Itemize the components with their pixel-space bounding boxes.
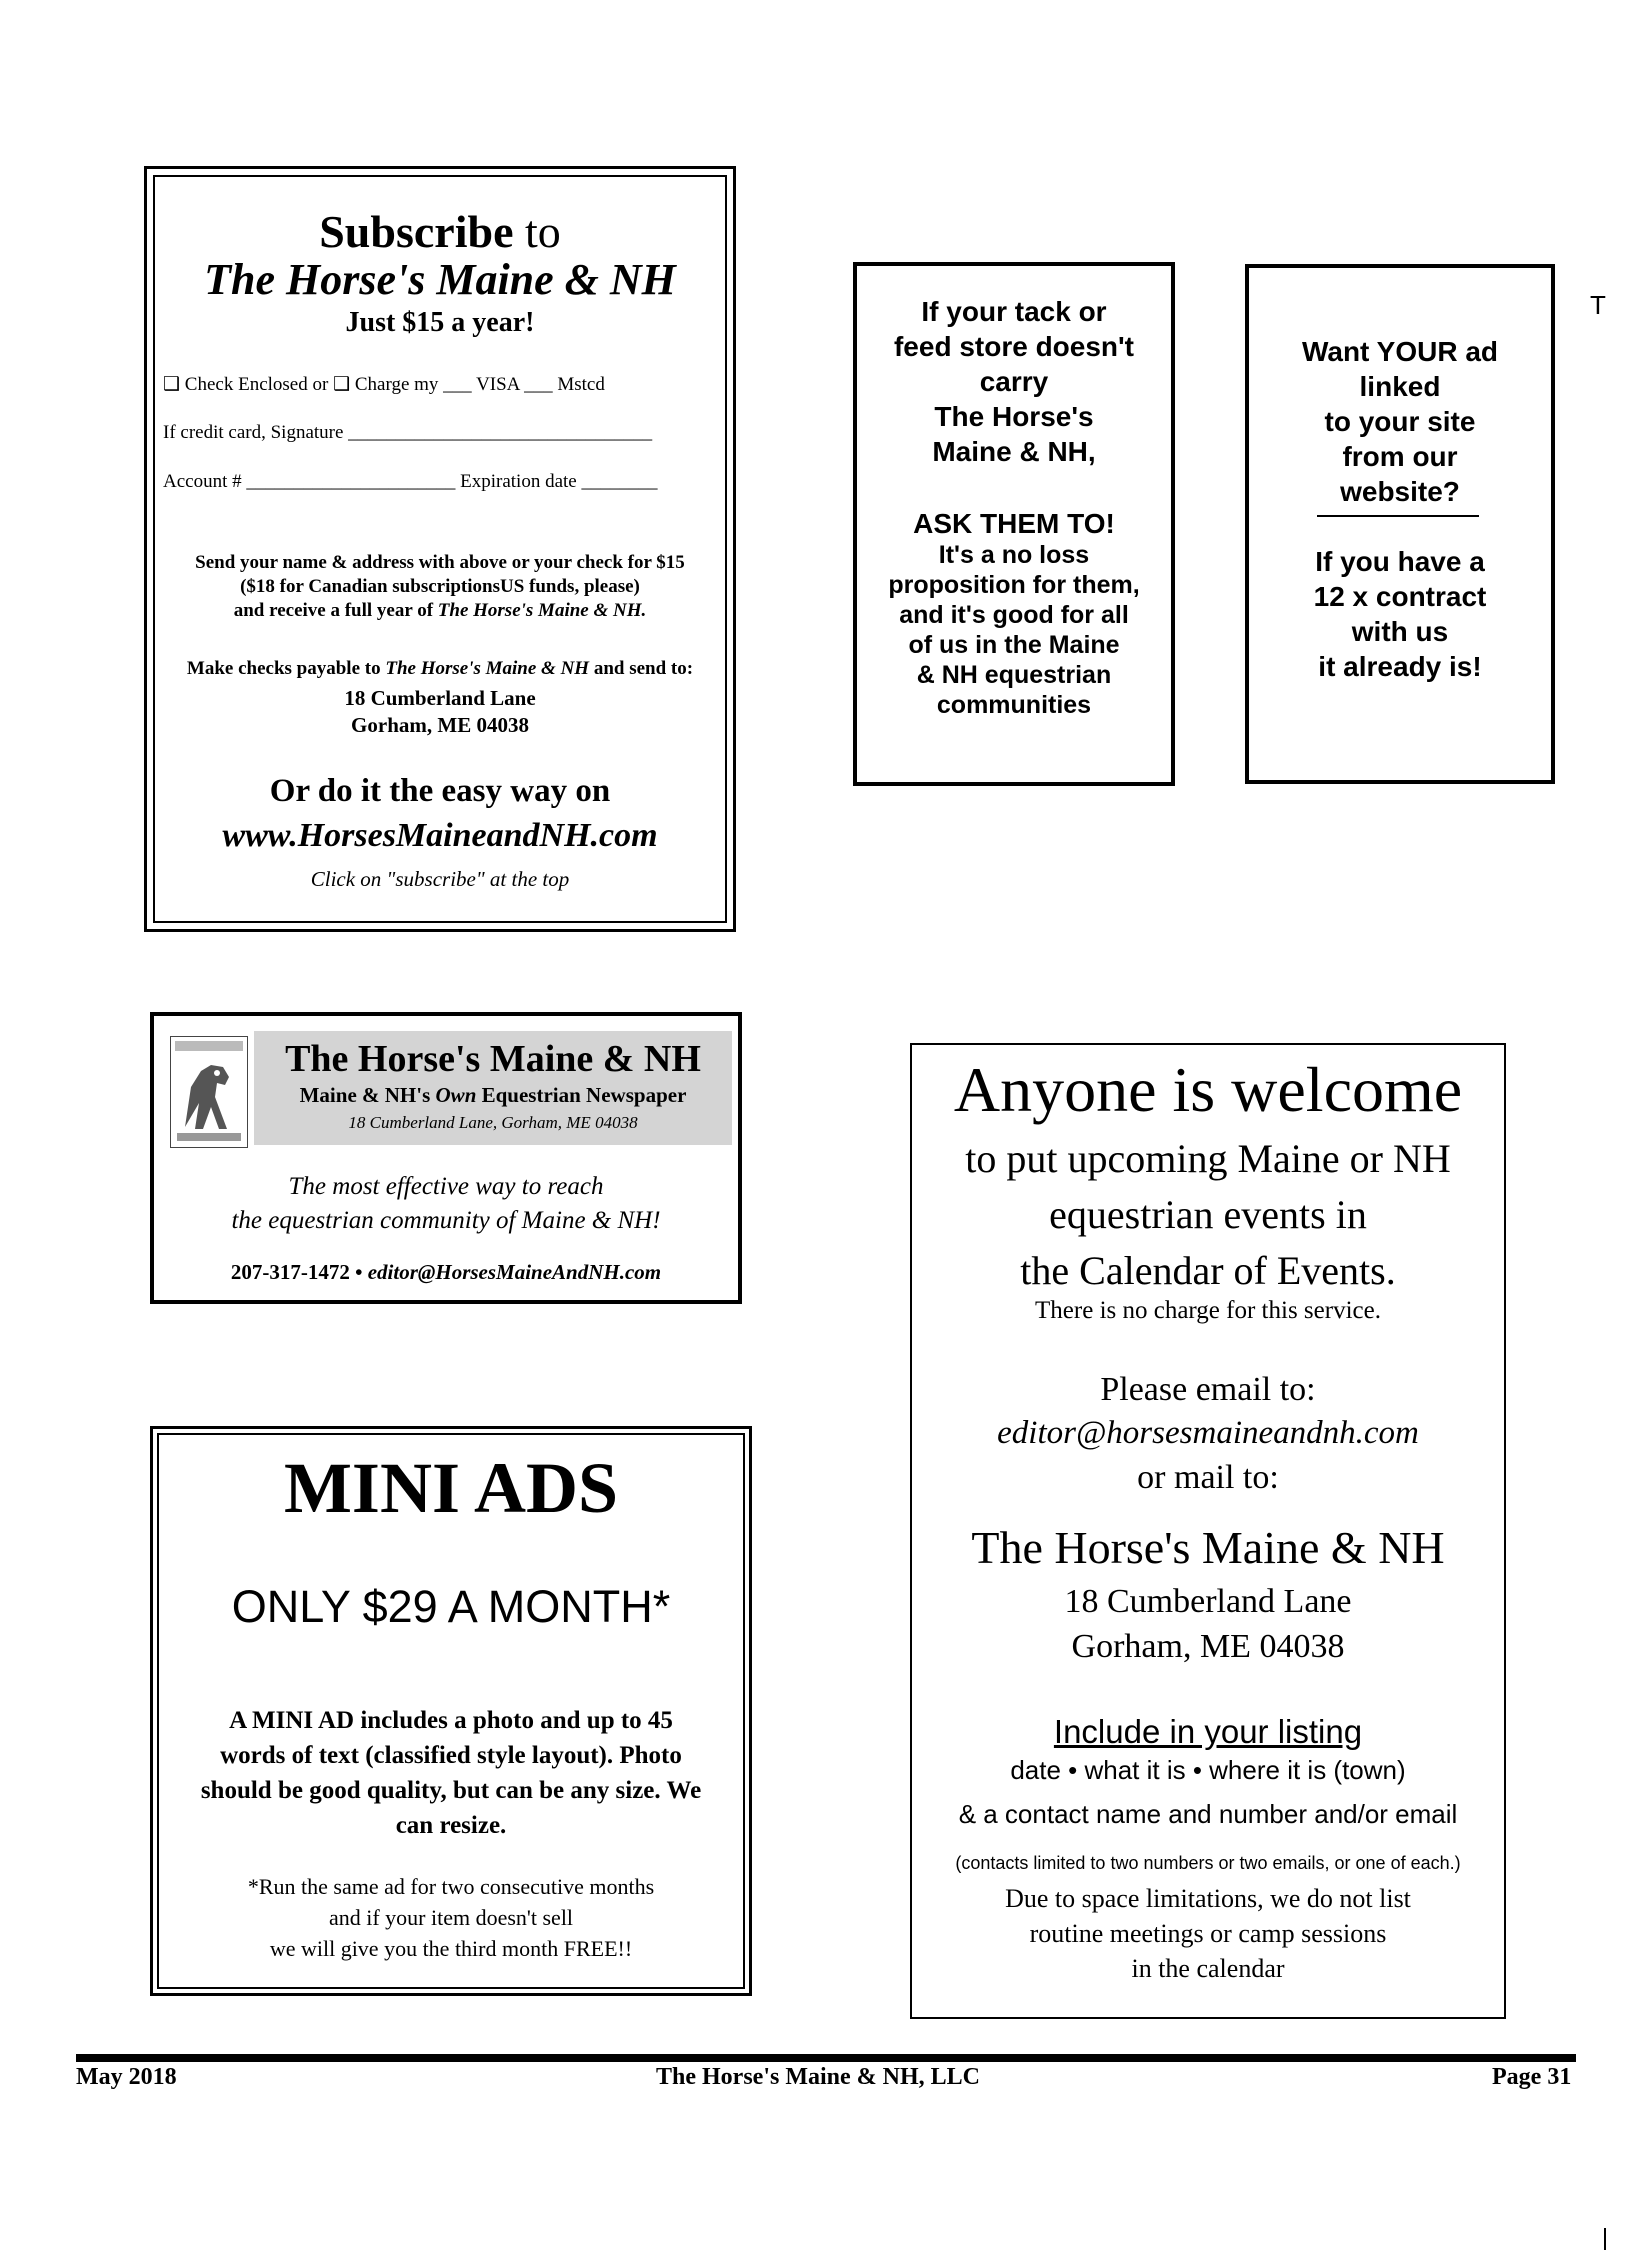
tack-ad-detail-line: and it's good for all: [899, 601, 1129, 629]
click-note: Click on "subscribe" at the top: [310, 867, 570, 891]
linked-ad-answer: [1249, 544, 1551, 684]
tack-ad-details: [857, 540, 1171, 720]
subscribe-inner-border: [153, 175, 727, 923]
mini-ads-box: [150, 1426, 752, 1996]
easy-way-text: Or do it the easy way on: [269, 773, 611, 809]
include-line-1: date • what it is • where it is (town): [1010, 1755, 1406, 1785]
instructions: [165, 551, 715, 623]
address-line: Gorham, ME 04038: [1071, 1628, 1345, 1665]
payment-line: [163, 373, 717, 396]
newspaper-name: The Horse's Maine & NH: [285, 1038, 701, 1080]
tack-ad-lines: [857, 294, 1171, 469]
subscribe-price: Just $15 a year!: [345, 307, 535, 338]
linked-ad-question: [1249, 334, 1551, 509]
website-link[interactable]: www.HorsesMaineandNH.com: [222, 817, 658, 854]
calendar-headline: Anyone is welcome: [953, 1054, 1463, 1125]
linked-ad-line: to your site: [1324, 406, 1476, 437]
address-line: 18 Cumberland Lane: [344, 686, 536, 710]
subscribe-box: [144, 166, 736, 932]
footer-date: May 2018: [76, 2064, 177, 2090]
newspaper-logo: [170, 1036, 248, 1148]
calendar-address: [912, 1579, 1504, 1669]
linked-ad-line: with us: [1351, 616, 1449, 647]
tack-ad-line: If your tack or: [921, 296, 1107, 327]
publication-name: The Horse's Maine & NH: [385, 658, 590, 679]
address-line: 18 Cumberland Lane: [1064, 1583, 1352, 1620]
tack-ad-detail-line: It's a no loss: [938, 541, 1090, 569]
space-note-line: in the calendar: [1131, 1954, 1285, 1983]
charge-label: Charge my ___ VISA ___ Mstcd: [354, 374, 605, 395]
crop-mark: [1604, 2228, 1606, 2250]
horse-logo-icon: [171, 1037, 247, 1147]
instruction-line: ($18 for Canadian subscriptionsUS funds, please): [240, 576, 640, 597]
tagline-text: Equestrian Newspaper: [481, 1083, 687, 1107]
contacts-note: (contacts limited to two numbers or two emails, or one of each.): [955, 1853, 1461, 1873]
subscribe-subtitle: The Horse's Maine & NH: [204, 255, 676, 304]
mail-label: or mail to:: [1137, 1459, 1279, 1496]
footer-page-number: Page 31: [1492, 2064, 1572, 2090]
tack-ad-detail-line: proposition for them,: [888, 571, 1140, 599]
tagline-text: Maine & NH's: [299, 1083, 431, 1107]
linked-ad-line: If you have a: [1315, 546, 1485, 577]
linked-ad-line: from our: [1342, 441, 1458, 472]
instruction-line: Send your name & address with above or your check for $15: [195, 552, 685, 573]
newspaper-slogan: [154, 1170, 738, 1238]
tack-store-ad: [853, 262, 1175, 786]
offer-line: and if your item doesn't sell: [328, 1905, 574, 1930]
space-note-line: routine meetings or camp sessions: [1029, 1919, 1387, 1948]
tack-ad-detail-line: of us in the Maine: [908, 631, 1120, 659]
account-line: Account # ______________________ Expiration date ________: [163, 471, 658, 492]
mini-ads-inner-border: [157, 1433, 745, 1989]
description-line: should be good quality, but can be any size. We: [200, 1777, 702, 1804]
tack-ad-line: feed store doesn't: [893, 331, 1135, 362]
tack-ad-ask: ASK THEM TO!: [913, 508, 1115, 539]
no-charge-note: There is no charge for this service.: [1035, 1297, 1381, 1324]
newspaper-header: [254, 1031, 732, 1145]
newspaper-address: 18 Cumberland Lane, Gorham, ME 04038: [348, 1113, 638, 1132]
newspaper-card: [150, 1012, 742, 1304]
newspaper-contact: [154, 1260, 738, 1285]
footer-publisher: The Horse's Maine & NH, LLC: [656, 2064, 980, 2090]
space-note-line: Due to space limitations, we do not list: [1005, 1884, 1411, 1913]
instruction-text: and receive a full year of: [233, 600, 434, 621]
calendar-email[interactable]: editor@horsesmaineandnh.com: [997, 1415, 1419, 1451]
footer-rule: [76, 2054, 1576, 2062]
address-line: Gorham, ME 04038: [351, 713, 529, 737]
check-enclosed-label: Check Enclosed or: [184, 374, 329, 395]
tack-ad-line: The Horse's: [934, 401, 1094, 432]
instruction-line: [165, 599, 715, 623]
mini-ads-offer: [159, 1871, 743, 1964]
include-line-2: & a contact name and number and/or email: [958, 1799, 1458, 1829]
include-heading: Include in your listing: [1053, 1713, 1363, 1750]
offer-line: we will give you the third month FREE!!: [269, 1936, 633, 1961]
tack-ad-detail-line: communities: [936, 691, 1092, 719]
linked-ad-line: linked: [1359, 371, 1441, 402]
mini-ads-price: ONLY $29 A MONTH*: [231, 1581, 671, 1632]
mini-ads-title: MINI ADS: [283, 1448, 619, 1528]
payable-text: Make checks payable to: [186, 658, 381, 679]
payable-text: and send to:: [593, 658, 694, 679]
description-line: A MINI AD includes a photo and up to 45: [229, 1707, 673, 1734]
checkbox-icon[interactable]: ❑: [163, 374, 181, 395]
linked-ad-line: Want YOUR ad: [1301, 336, 1498, 367]
mini-ads-description: [151, 1703, 751, 1843]
linked-ad-promo: [1245, 264, 1555, 784]
mailing-address: [155, 685, 725, 739]
payable-block: [165, 657, 715, 681]
description-line: words of text (classified style layout). Photo: [220, 1742, 682, 1769]
calendar-body: [912, 1131, 1504, 1299]
checkbox-icon[interactable]: ❑: [333, 374, 351, 395]
calendar-body-line: the Calendar of Events.: [1020, 1248, 1396, 1293]
slogan-line: the equestrian community of Maine & NH!: [231, 1207, 661, 1234]
calendar-org: The Horse's Maine & NH: [971, 1522, 1445, 1573]
email-link[interactable]: editor@HorsesMaineAndNH.com: [367, 1260, 662, 1284]
publication-name: The Horse's Maine & NH.: [437, 600, 647, 621]
signature-line: If credit card, Signature ________________________________: [163, 422, 653, 443]
linked-ad-line: website?: [1340, 476, 1460, 507]
payable-line: [165, 657, 715, 681]
subscribe-title-rest: to: [513, 206, 561, 257]
description-line: can resize.: [395, 1812, 507, 1839]
space-note: [912, 1881, 1504, 1986]
subscribe-title: [155, 207, 725, 257]
margin-mark: T: [1590, 290, 1606, 320]
linked-ad-line: 12 x contract: [1313, 581, 1487, 612]
calendar-body-line: equestrian events in: [1049, 1192, 1367, 1237]
slogan-line: The most effective way to reach: [288, 1173, 604, 1200]
phone-number: 207-317-1472 •: [230, 1260, 363, 1284]
offer-line: *Run the same ad for two consecutive months: [247, 1874, 655, 1899]
newspaper-tagline: [254, 1083, 732, 1108]
tack-ad-line: Maine & NH,: [932, 436, 1096, 467]
linked-ad-divider: [1317, 515, 1479, 517]
subscribe-title-bold: Subscribe: [319, 206, 514, 257]
tagline-emphasis: Own: [435, 1083, 477, 1107]
linked-ad-line: it already is!: [1318, 651, 1482, 682]
calendar-submission-box: [910, 1043, 1506, 2019]
calendar-body-line: to put upcoming Maine or NH: [965, 1136, 1451, 1181]
tack-ad-line: carry: [979, 366, 1049, 397]
email-label: Please email to:: [1100, 1371, 1316, 1408]
tack-ad-detail-line: & NH equestrian: [916, 661, 1112, 689]
